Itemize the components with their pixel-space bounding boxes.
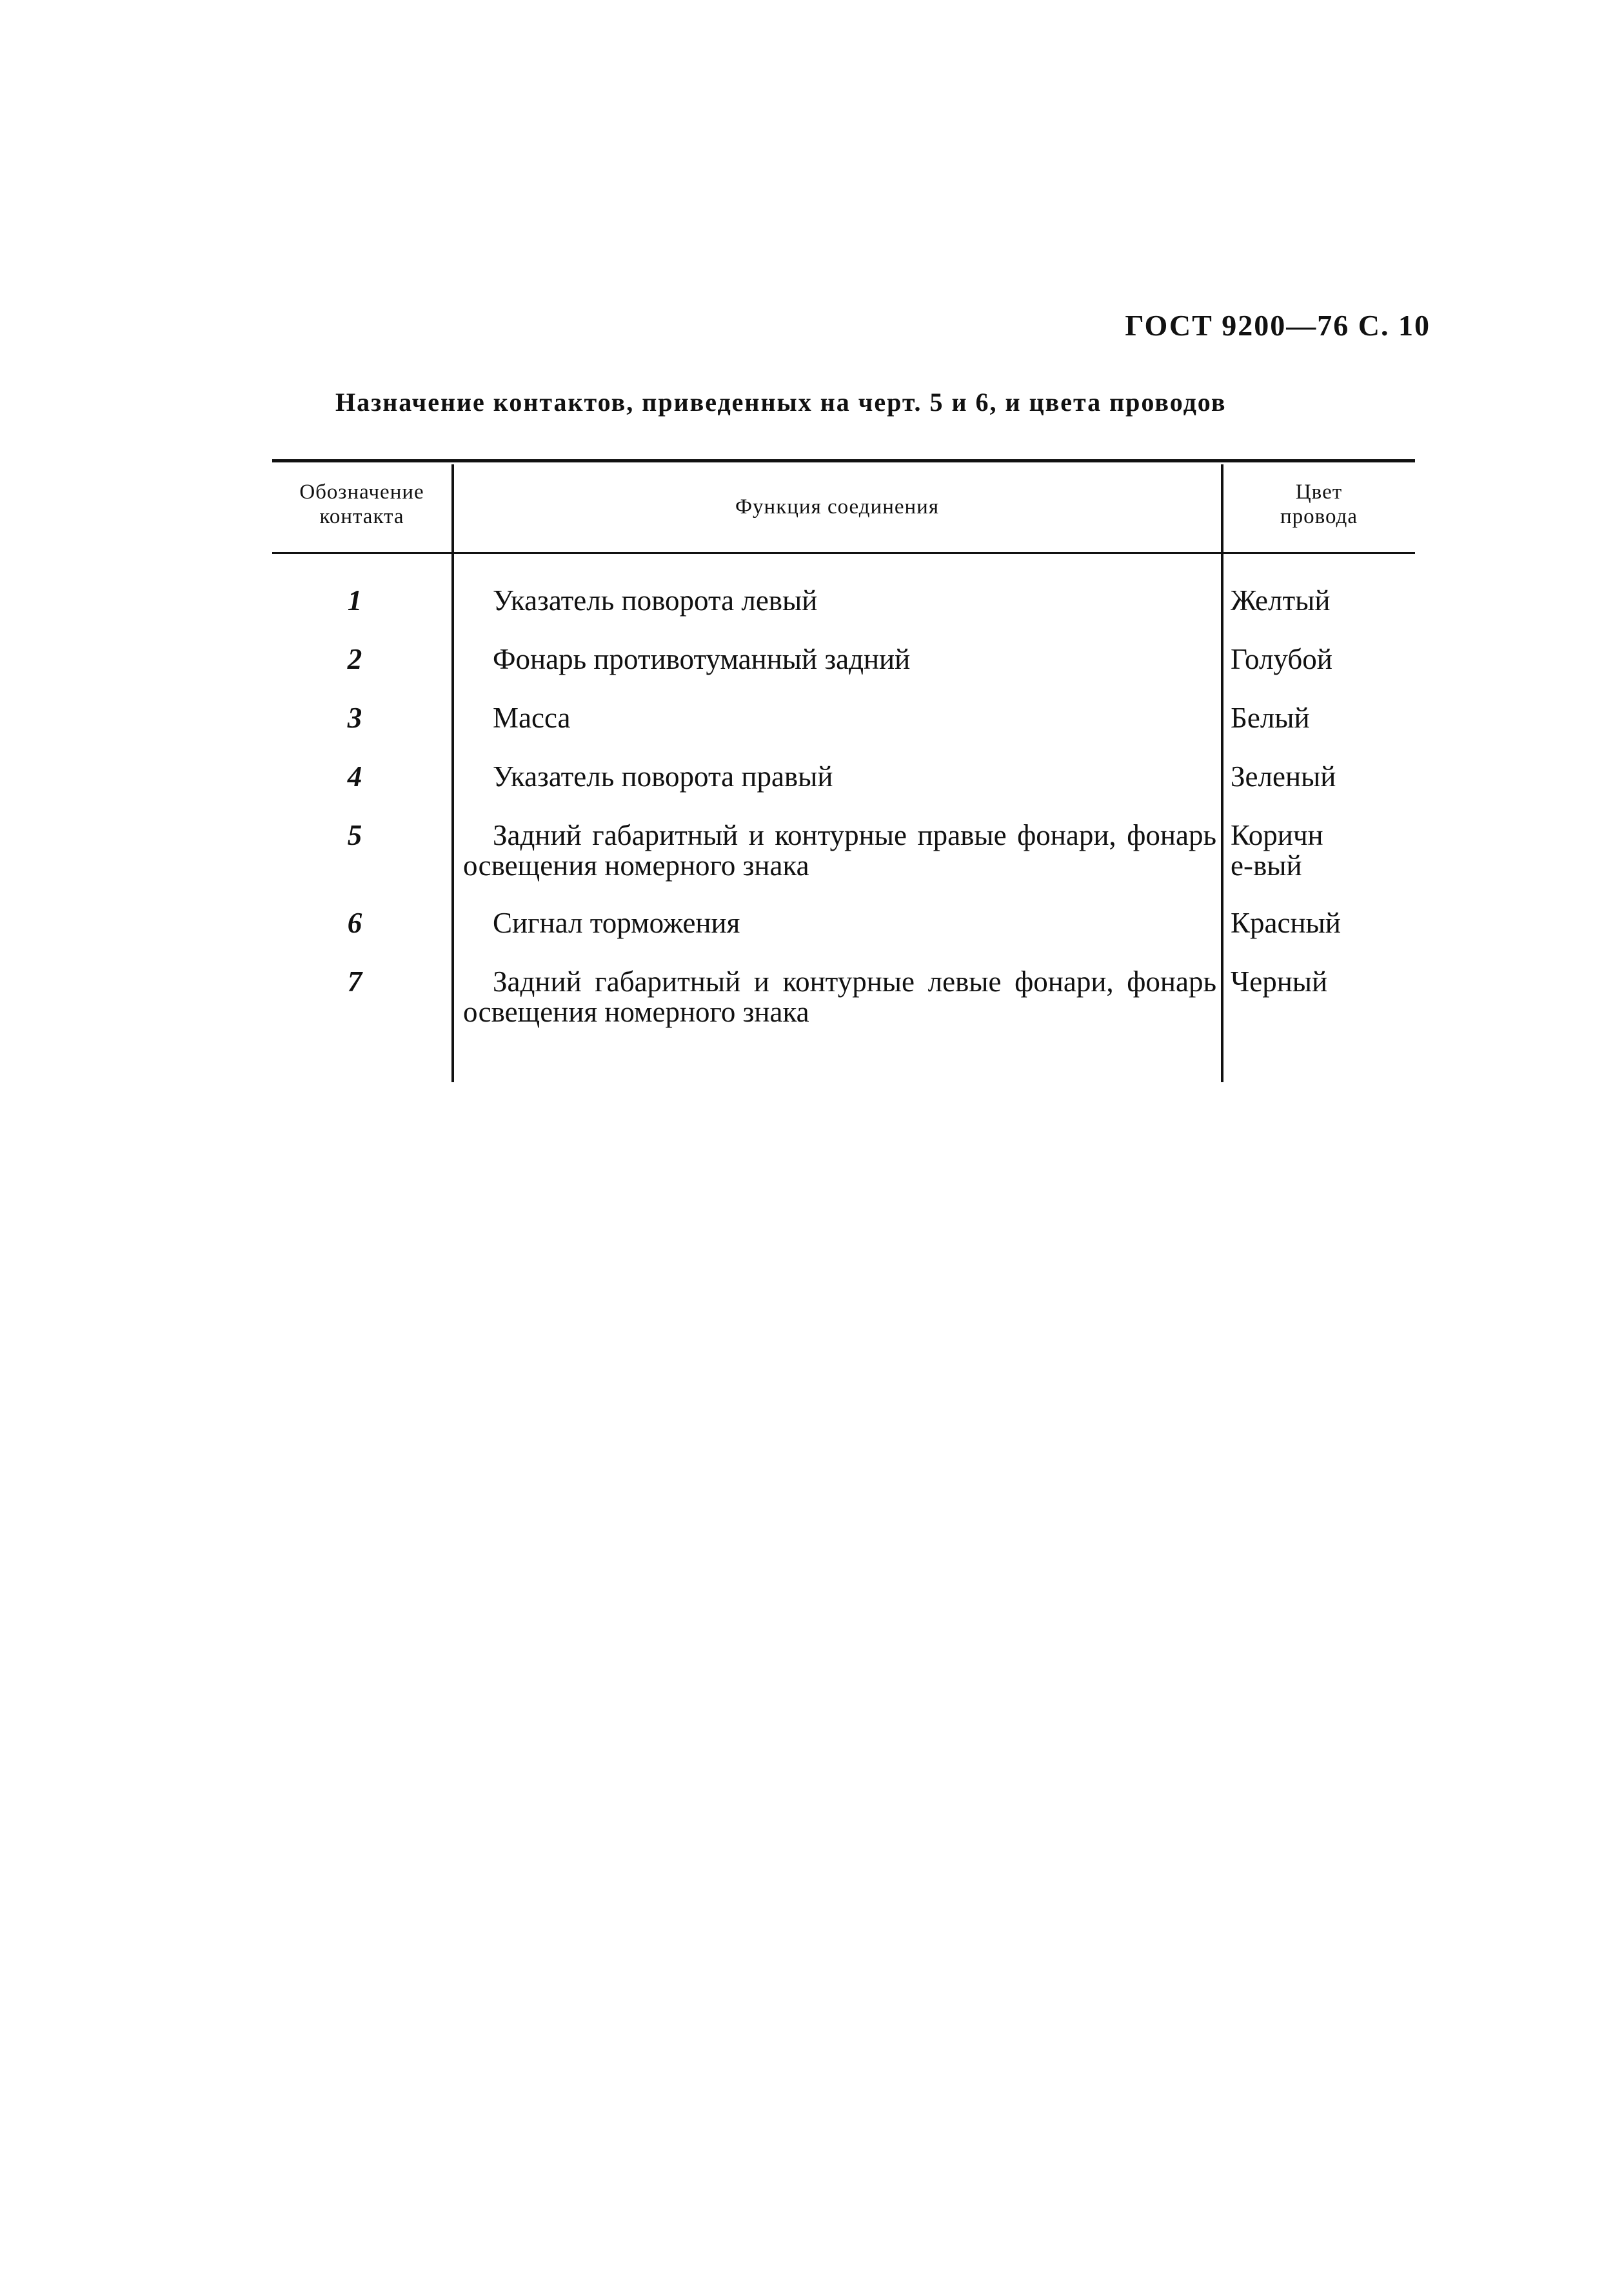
connection-function: Задний габаритный и контурные правые фонари, фонарь освещения номерного знака: [463, 819, 1216, 882]
header-color: [1225, 480, 1412, 529]
contact-number: 5: [347, 819, 362, 851]
table-top-rule: [272, 459, 1415, 462]
wire-color: Зеленый: [1231, 760, 1336, 793]
contact-number: 1: [347, 584, 362, 617]
wire-color: Голубой: [1231, 643, 1332, 675]
table-title: Назначение контактов, приведенных на черт. 5 и 6, и цвета проводов: [335, 388, 1227, 417]
contact-number: 6: [347, 907, 362, 939]
column-divider-1: [451, 464, 454, 1082]
contact-number: 7: [347, 965, 362, 998]
contact-number: 2: [347, 643, 362, 675]
connection-function: Сигнал торможения: [493, 907, 740, 939]
header-contact: [273, 480, 450, 529]
connection-function: Указатель поворота правый: [493, 760, 833, 793]
header-bottom-rule: [272, 552, 1415, 554]
header-function: Функция соединения: [735, 495, 940, 519]
wire-color: Коричне-вый: [1231, 819, 1323, 882]
connection-function: Указатель поворота левый: [493, 584, 818, 617]
contact-number: 4: [347, 760, 362, 793]
wire-color: Красный: [1231, 907, 1341, 939]
wire-color: Белый: [1231, 702, 1310, 734]
contact-number: 3: [347, 702, 362, 734]
page-header: ГОСТ 9200—76 С. 10: [1125, 309, 1431, 342]
header-contact-line1: Обозначение: [299, 480, 424, 504]
connection-function: Фонарь противотуманный задний: [493, 643, 911, 675]
header-color-line1: Цвет: [1295, 480, 1343, 504]
header-color-line2: провода: [1280, 504, 1358, 528]
connection-function: Масса: [493, 702, 571, 734]
header-contact-line2: контакта: [319, 504, 404, 528]
column-divider-2: [1221, 464, 1223, 1082]
wire-color: Желтый: [1231, 584, 1331, 617]
wire-color: Черный: [1231, 965, 1328, 998]
connection-function: Задний габаритный и контурные левые фонари, фонарь освещения номерного знака: [463, 965, 1216, 1029]
